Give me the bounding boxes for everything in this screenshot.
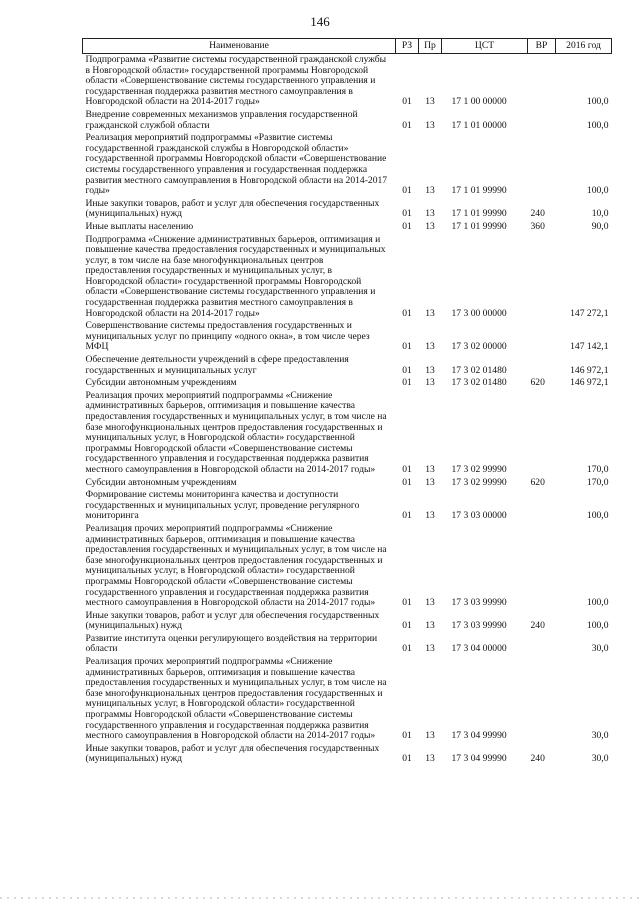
cell-pr: 13 <box>425 220 435 232</box>
cell-pr: 13 <box>425 753 435 765</box>
cell-vr <box>528 633 556 656</box>
cell-rz: 01 <box>402 643 412 655</box>
table-row <box>83 523 612 610</box>
header-vr: ВР <box>528 39 556 54</box>
table-row <box>83 377 612 390</box>
cell-cst: 17 3 04 99990 <box>451 730 507 742</box>
cell-amount: 170,0 <box>586 463 609 475</box>
cell-rz: 01 <box>402 364 412 376</box>
cell-amount: 146 972,1 <box>570 377 609 389</box>
cell-name: Иные закупки товаров, работ и услуг для обеспечения государственных (муниципальных) нужд <box>85 609 380 632</box>
cell-rz: 01 <box>402 620 412 632</box>
cell-name: Иные закупки товаров, работ и услуг для обеспечения государственных (муниципальных) нужд <box>85 197 380 220</box>
cell-amount: 10,0 <box>591 208 609 220</box>
table-header-row <box>83 39 612 54</box>
cell-vr <box>528 354 556 377</box>
cell-vr <box>528 109 556 132</box>
cell-rz: 01 <box>402 185 412 197</box>
cell-pr: 13 <box>425 597 435 609</box>
cell-cst: 17 3 04 00000 <box>451 643 507 655</box>
cell-vr <box>528 523 556 610</box>
cell-pr: 13 <box>425 377 435 389</box>
cell-vr <box>528 234 556 321</box>
cell-rz: 01 <box>402 597 412 609</box>
cell-name: Совершенствование системы предоставления государственных и муниципальных услуг по принципу «одного окна», в том числе через МФЦ <box>85 320 370 353</box>
cell-name: Подпрограмма «Развитие системы государственной гражданской службы в Новгородской области» государственной программы Новгородской области «Совершенствование системы государственного управления и государственная поддержка развития местного самоуправления в Новгородской области на 2014-2017 годы» <box>85 54 387 108</box>
cell-pr: 13 <box>425 463 435 475</box>
cell-amount: 100,0 <box>586 96 609 108</box>
table-row <box>83 109 612 132</box>
cell-amount: 100,0 <box>586 597 609 609</box>
cell-amount: 100,0 <box>586 185 609 197</box>
cell-rz: 01 <box>402 476 412 488</box>
cell-pr: 13 <box>425 96 435 108</box>
cell-vr: 620 <box>530 476 545 488</box>
scan-edge-artifact <box>0 897 640 899</box>
table-row <box>83 132 612 198</box>
cell-rz: 01 <box>402 119 412 131</box>
cell-pr: 13 <box>425 476 435 488</box>
cell-pr: 13 <box>425 620 435 632</box>
cell-name: Подпрограмма «Снижение административных барьеров, оптимизация и повышение качества предоставления государственных и муниципальных услуг, в том числе на базе многофункциональных центров предоставления государственных и муниципальных услуг, в Новгородской области» государственной программы Новгородской области «Совершенствование системы государственного управления и государственная поддержка развития местного самоуправления в Новгородской области на 2014-2017 годы» <box>85 233 386 319</box>
table-row <box>83 743 612 766</box>
cell-name: Реализация прочих мероприятий подпрограммы «Снижение административных барьеров, оптимизация и повышение качества предоставления государственных и муниципальных услуг, в том числе на базе многофункциональных центров предоставления государственных и муниципальных услуг, в Новгородской области» государственной программы Новгородской области «Совершенствование системы государственного управления и государственная поддержка развития местного самоуправления в Новгородской области на 2014-2017 годы» <box>85 389 387 475</box>
cell-vr <box>528 390 556 477</box>
cell-amount: 90,0 <box>591 220 609 232</box>
cell-pr: 13 <box>425 307 435 319</box>
cell-name: Иные выплаты населению <box>85 220 194 232</box>
cell-amount: 100,0 <box>586 620 609 632</box>
cell-pr: 13 <box>425 643 435 655</box>
header-cst: ЦСТ <box>442 39 528 54</box>
cell-rz: 01 <box>402 307 412 319</box>
cell-cst: 17 1 01 00000 <box>451 119 507 131</box>
cell-amount: 30,0 <box>591 643 609 655</box>
table-row <box>83 354 612 377</box>
cell-cst: 17 3 03 00000 <box>451 510 507 522</box>
table-row <box>83 234 612 321</box>
cell-rz: 01 <box>402 463 412 475</box>
cell-cst: 17 3 02 99990 <box>451 463 507 475</box>
cell-rz: 01 <box>402 377 412 389</box>
cell-rz: 01 <box>402 96 412 108</box>
cell-name: Реализация прочих мероприятий подпрограммы «Снижение административных барьеров, оптимизация и повышение качества предоставления государственных и муниципальных услуг, в том числе на базе многофункциональных центров предоставления государственных и муниципальных услуг, в Новгородской области» государственной программы Новгородской области «Совершенствование системы государственного управления и государственная поддержка развития местного самоуправления в Новгородской области на 2014-2017 годы» <box>85 656 387 742</box>
cell-name: Обеспечение деятельности учреждений в сфере предоставления государственных и муниципальных услуг <box>85 354 349 376</box>
cell-amount: 100,0 <box>586 510 609 522</box>
cell-vr: 240 <box>530 620 545 632</box>
cell-name: Реализация прочих мероприятий подпрограммы «Снижение административных барьеров, оптимизация и повышение качества предоставления государственных и муниципальных услуг, в том числе на базе многофункциональных центров предоставления государственных и муниципальных услуг, в Новгородской области» государственной программы Новгородской области «Совершенствование системы государственного управления и государственная поддержка развития местного самоуправления в Новгородской области на 2014-2017 годы» <box>85 522 387 609</box>
cell-pr: 13 <box>425 119 435 131</box>
table-row <box>83 610 612 633</box>
cell-vr <box>528 489 556 523</box>
cell-amount: 170,0 <box>586 476 609 488</box>
cell-vr <box>528 132 556 198</box>
cell-name: Субсидии автономным учреждениям <box>85 377 237 389</box>
table-row <box>83 489 612 523</box>
cell-name: Развитие института оценки регулирующего воздействия на территории области <box>85 632 378 655</box>
cell-pr: 13 <box>425 185 435 197</box>
cell-amount: 147 272,1 <box>570 307 609 319</box>
cell-amount: 30,0 <box>591 753 609 765</box>
table-row <box>83 54 612 109</box>
budget-table <box>82 38 612 766</box>
cell-name: Субсидии автономным учреждениям <box>85 476 237 488</box>
cell-cst: 17 3 02 99990 <box>451 476 507 488</box>
cell-amount: 146 972,1 <box>570 364 609 376</box>
table-row <box>83 656 612 743</box>
cell-vr <box>528 320 556 354</box>
table-row <box>83 390 612 477</box>
cell-cst: 17 3 02 01480 <box>451 364 507 376</box>
cell-cst: 17 3 03 99990 <box>451 597 507 609</box>
cell-rz: 01 <box>402 510 412 522</box>
cell-rz: 01 <box>402 220 412 232</box>
table-body <box>83 54 612 767</box>
cell-vr: 240 <box>530 208 545 220</box>
cell-name: Реализация мероприятий подпрограммы «Развитие системы государственной гражданской службы в Новгородской области» государственной программы Новгородской области «Совершенствование системы государственного управления и государственная поддержка развития местного самоуправления в Новгородской области на 2014-2017 годы» <box>85 132 388 197</box>
cell-cst: 17 3 04 99990 <box>451 753 507 765</box>
cell-pr: 13 <box>425 510 435 522</box>
cell-vr: 360 <box>530 220 545 232</box>
cell-cst: 17 1 01 99990 <box>451 185 507 197</box>
cell-pr: 13 <box>425 364 435 376</box>
header-rz: РЗ <box>396 39 419 54</box>
cell-vr: 240 <box>530 753 545 765</box>
table-row <box>83 477 612 490</box>
cell-cst: 17 3 00 00000 <box>451 307 507 319</box>
cell-pr: 13 <box>425 730 435 742</box>
cell-cst: 17 1 00 00000 <box>451 96 507 108</box>
cell-cst: 17 1 01 99990 <box>451 220 507 232</box>
cell-cst: 17 3 03 99990 <box>451 620 507 632</box>
cell-rz: 01 <box>402 208 412 220</box>
header-year: 2016 год <box>556 39 612 54</box>
cell-cst: 17 3 02 00000 <box>451 341 507 353</box>
table-row <box>83 320 612 354</box>
cell-pr: 13 <box>425 208 435 220</box>
cell-rz: 01 <box>402 730 412 742</box>
cell-amount: 100,0 <box>586 119 609 131</box>
cell-rz: 01 <box>402 753 412 765</box>
cell-cst: 17 1 01 99990 <box>451 208 507 220</box>
cell-vr: 620 <box>530 377 545 389</box>
page-number: 146 <box>310 14 330 29</box>
cell-rz: 01 <box>402 341 412 353</box>
header-pr: Пр <box>419 39 442 54</box>
header-name: Наименование <box>83 39 396 54</box>
table-row <box>83 633 612 656</box>
cell-amount: 30,0 <box>591 730 609 742</box>
cell-amount: 147 142,1 <box>570 341 609 353</box>
cell-name: Внедрение современных механизмов управления государственной гражданской службой области <box>85 108 358 131</box>
cell-vr <box>528 54 556 109</box>
cell-name: Формирование системы мониторинга качества и доступности государственных и муниципальных услуг, проведение регулярного мониторинга <box>85 489 360 522</box>
cell-pr: 13 <box>425 341 435 353</box>
table-row <box>83 221 612 234</box>
cell-vr <box>528 656 556 743</box>
table-row <box>83 198 612 221</box>
cell-cst: 17 3 02 01480 <box>451 377 507 389</box>
cell-name: Иные закупки товаров, работ и услуг для обеспечения государственных (муниципальных) нужд <box>85 742 380 765</box>
